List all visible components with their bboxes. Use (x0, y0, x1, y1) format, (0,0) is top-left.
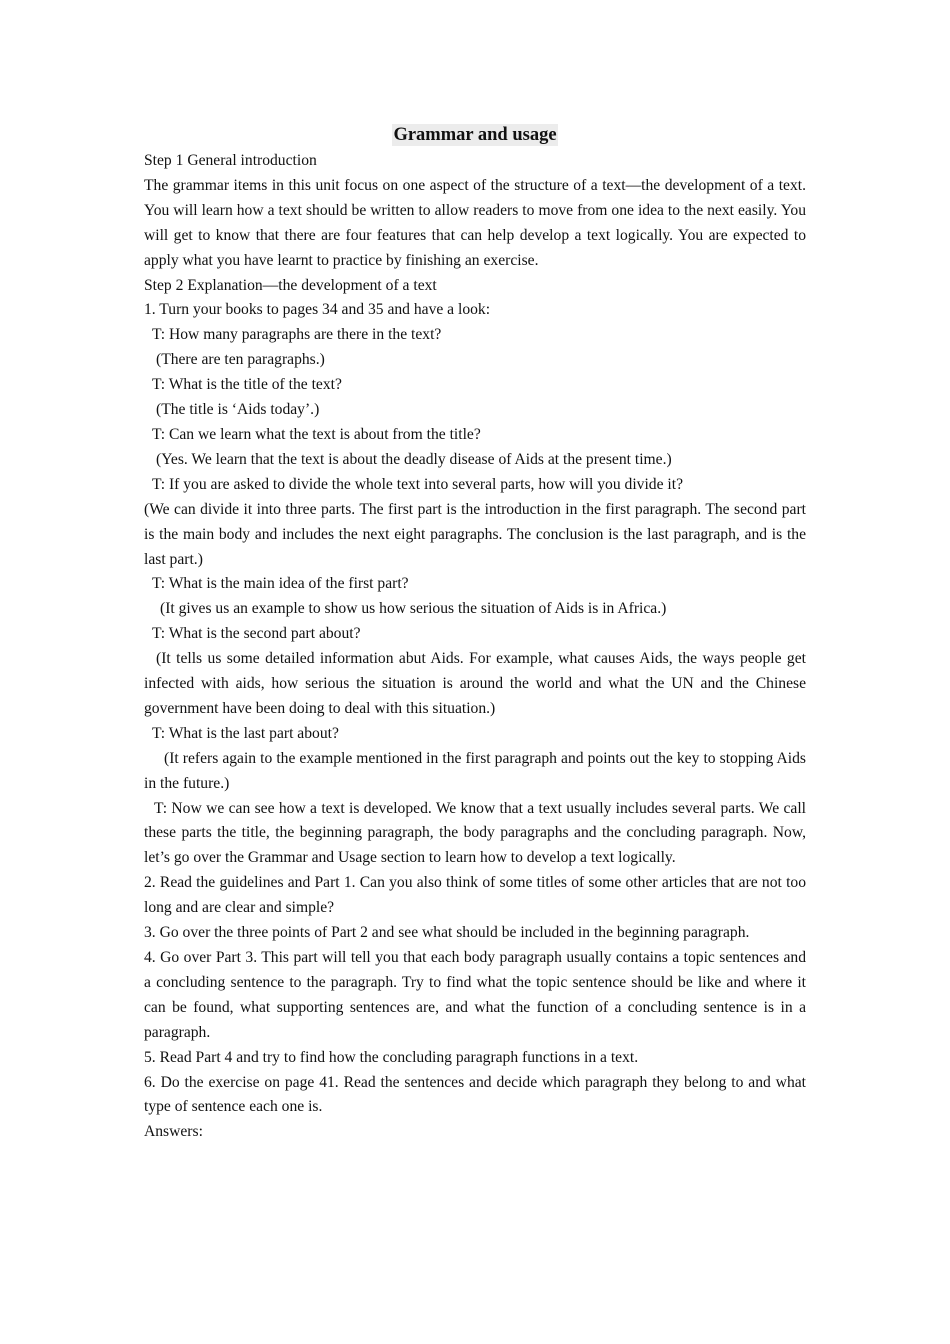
item-1: 1. Turn your books to pages 34 and 35 and have a look: (144, 301, 491, 319)
answer-divide-text: (We can divide it into three parts. The first part is the introduction in the first paragraph. The second part is the main body and includes the next eight paragraphs. The conclusion is the last paragraph, and is the last part.) (144, 500, 806, 568)
intro-paragraph: The grammar items in this unit focus on one aspect of the structure of a text—the development of a text. You will learn how a text should be written to allow readers to move from one idea to the next easily. You will get to know that there are four features that can help develop a text logically. You are expected to apply what you have learnt to practice by finishing an exercise. (144, 176, 806, 269)
answer-second-part: (It tells us some detailed information abut Aids. For example, what causes Aids, the ways people get infected with aids, how serious the situation is around the world and what the UN and the Chinese government have been doing to deal with this situation.) (144, 650, 806, 717)
question-last-part: T: What is the last part about? (152, 724, 339, 742)
question-divide-text: T: If you are asked to divide the whole text into several parts, how will you divide it? (152, 475, 684, 493)
step1-heading: Step 1 General introduction (144, 152, 317, 169)
item-5: 5. Read Part 4 and try to find how the concluding paragraph functions in a text. (144, 1048, 639, 1066)
question-paragraph-count: T: How many paragraphs are there in the text? (152, 326, 442, 344)
step2-heading: Step 2 Explanation—the development of a text (144, 276, 437, 294)
item-3: 3. Go over the three points of Part 2 and see what should be included in the beginning paragraph. (144, 924, 750, 942)
text-development-summary: T: Now we can see how a text is developed. We know that a text usually includes several parts. We call these parts the title, the beginning paragraph, the body paragraphs and the concluding paragraph. Now, let’s go over the Grammar and Usage section to learn how to develop a text logically. (144, 799, 806, 867)
document-page (144, 122, 806, 1145)
answer-title: (The title is ‘Aids today’.) (156, 401, 320, 419)
question-second-part: T: What is the second part about? (152, 625, 361, 643)
answers-label: Answers: (144, 1123, 203, 1141)
document-title: Grammar and usage (393, 125, 557, 145)
answer-paragraph-count: (There are ten paragraphs.) (156, 351, 325, 369)
question-learn-from-title: T: Can we learn what the text is about from the title? (152, 425, 481, 443)
question-first-part: T: What is the main idea of the first part? (152, 575, 409, 593)
answer-learn-from-title: (Yes. We learn that the text is about the deadly disease of Aids at the present time.) (156, 450, 672, 468)
answer-first-part: (It gives us an example to show us how serious the situation of Aids is in Africa.) (160, 600, 667, 618)
title-wrap (144, 122, 806, 149)
item-4: 4. Go over Part 3. This part will tell you that each body paragraph usually contains a topic sentences and a concluding sentence to the paragraph. Try to find what the topic sentence should be like and where it can be found, what supporting sentences are, and what the function of a concluding sentence is in a paragraph. (144, 949, 806, 1041)
answer-last-part: (It refers again to the example mentioned in the first paragraph and points out the key to stopping Aids in the future.) (144, 749, 806, 792)
item-2: 2. Read the guidelines and Part 1. Can you also think of some titles of some other articles that are not too long and are clear and simple? (144, 874, 806, 917)
question-title: T: What is the title of the text? (152, 376, 342, 394)
item-6: 6. Do the exercise on page 41. Read the sentences and decide which paragraph they belong to and what type of sentence each one is. (144, 1073, 806, 1116)
